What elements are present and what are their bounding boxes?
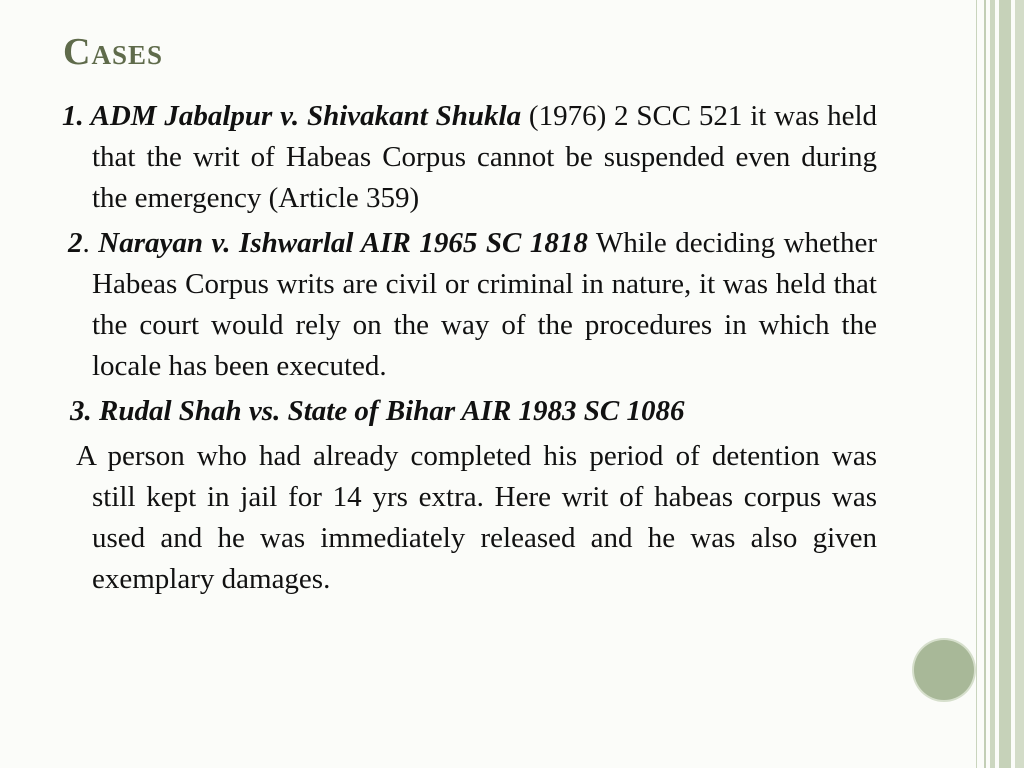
decor-circle bbox=[914, 640, 974, 700]
decor-stripe bbox=[984, 0, 986, 768]
slide-content bbox=[62, 96, 877, 600]
case-number: 1. bbox=[62, 100, 84, 132]
case-citation: ADM Jabalpur v. Shivakant Shukla bbox=[90, 100, 522, 132]
case-item bbox=[62, 96, 877, 219]
case-description: it was held that the writ of Habeas Corpus cannot be suspended even during the emergency (Article 359) bbox=[92, 100, 877, 214]
decor-stripe bbox=[999, 0, 1011, 768]
case-description: While deciding whether Habeas Corpus writs are civil or criminal in nature, it was held that the court would rely on the way of the procedures in which the locale has been executed. bbox=[92, 227, 877, 382]
case-citation: Rudal Shah vs. State of Bihar AIR 1983 SC 1086 bbox=[99, 395, 685, 427]
case-number: 3. bbox=[70, 395, 92, 427]
case-item bbox=[70, 391, 877, 432]
case-description: A person who had already completed his period of detention was still kept in jail for 14 yrs extra. Here writ of habeas corpus was used and he was immediately released and he was also given exemplary damages. bbox=[76, 440, 877, 595]
case-number: 2 bbox=[68, 227, 83, 259]
decor-stripe bbox=[1015, 0, 1024, 768]
decor-stripe bbox=[990, 0, 995, 768]
decor-stripe bbox=[976, 0, 977, 768]
slide-title: Cases bbox=[63, 31, 163, 73]
case-citation: Narayan v. Ishwarlal AIR 1965 SC 1818 bbox=[98, 227, 588, 259]
case-reference: (1976) 2 SCC 521 bbox=[528, 100, 743, 132]
case-item: 2. Narayan v. Ishwarlal AIR 1965 SC 1818 While deciding whether Habeas Corpus writs are civil or criminal in nature, it was held that the court would rely on the way of the procedures in which the locale has been executed. bbox=[68, 227, 877, 382]
